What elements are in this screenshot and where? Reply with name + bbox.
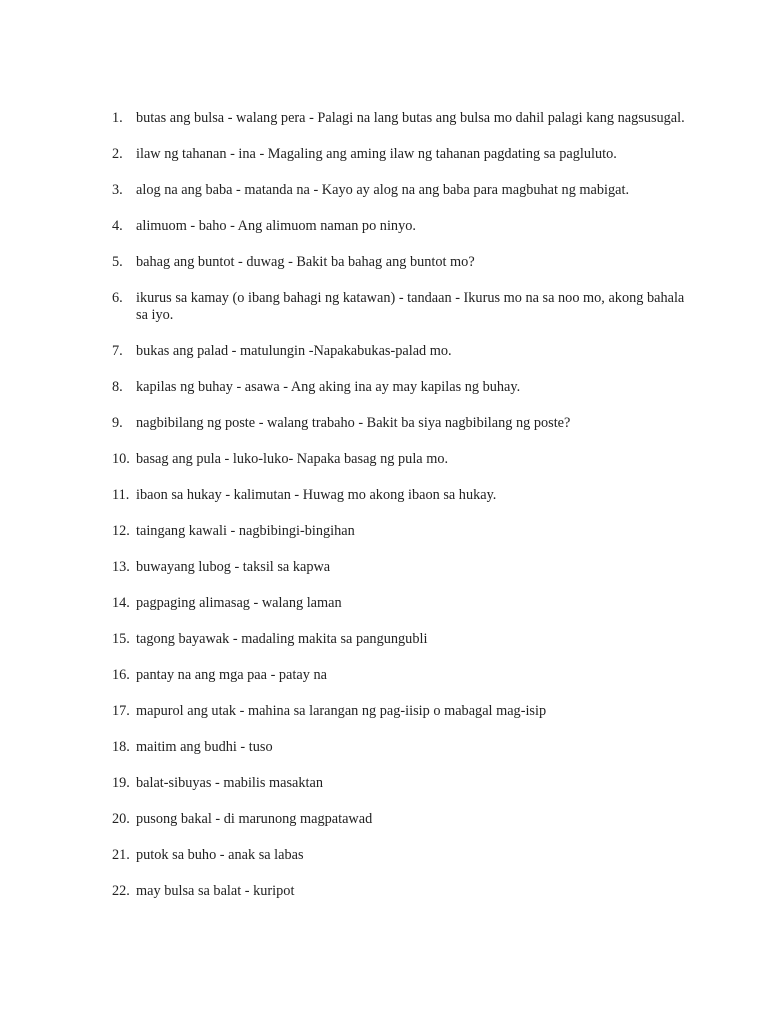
item-text: taingang kawali - nagbibingi-bingihan <box>136 523 355 539</box>
item-number: 22. <box>112 883 130 899</box>
item-number: 4. <box>112 218 123 234</box>
item-text: pagpaging alimasag - walang laman <box>136 595 342 611</box>
list-item <box>112 703 692 720</box>
item-number: 21. <box>112 847 130 863</box>
item-number: 20. <box>112 811 130 827</box>
list-item <box>112 559 692 576</box>
item-text: pantay na ang mga paa - patay na <box>136 667 327 683</box>
item-text: ilaw ng tahanan - ina - Magaling ang aming ilaw ng tahanan pagdating sa pagluluto. <box>136 146 617 162</box>
item-text: ibaon sa hukay - kalimutan - Huwag mo akong ibaon sa hukay. <box>136 487 497 503</box>
list-item <box>112 379 692 396</box>
item-number: 2. <box>112 146 123 162</box>
list-item <box>112 667 692 684</box>
item-number: 18. <box>112 739 130 755</box>
item-number: 11. <box>112 487 130 503</box>
list-item <box>112 739 692 756</box>
idiom-list <box>112 110 692 919</box>
list-item <box>112 523 692 540</box>
item-text: butas ang bulsa - walang pera - Palagi na lang butas ang bulsa mo dahil palagi kang nagsusugal. <box>136 110 685 126</box>
list-item <box>112 847 692 864</box>
item-number: 5. <box>112 254 123 270</box>
item-number: 1. <box>112 110 123 126</box>
list-item <box>112 451 692 468</box>
item-number: 3. <box>112 182 123 198</box>
list-item <box>112 218 692 235</box>
list-item <box>112 254 692 271</box>
item-number: 14. <box>112 595 130 611</box>
item-text: alog na ang baba - matanda na - Kayo ay alog na ang baba para magbuhat ng mabigat. <box>136 182 630 198</box>
item-text: mapurol ang utak - mahina sa larangan ng pag-iisip o mabagal mag-isip <box>136 703 547 719</box>
list-item <box>112 182 692 199</box>
list-item <box>112 775 692 792</box>
item-number: 16. <box>112 667 130 683</box>
item-number: 13. <box>112 559 130 575</box>
item-number: 17. <box>112 703 130 719</box>
item-text: nagbibilang ng poste - walang trabaho - Bakit ba siya nagbibilang ng poste? <box>136 415 571 431</box>
item-number: 6. <box>112 290 123 306</box>
item-number: 10. <box>112 451 130 467</box>
item-number: 9. <box>112 415 123 431</box>
item-text: tagong bayawak - madaling makita sa pangungubli <box>136 631 428 647</box>
list-item <box>112 146 692 163</box>
item-text: kapilas ng buhay - asawa - Ang aking ina ay may kapilas ng buhay. <box>136 379 521 395</box>
list-item <box>112 290 692 324</box>
item-text: ikurus sa kamay (o ibang bahagi ng katawan) - tandaan - Ikurus mo na sa noo mo, akong bahala sa iyo. <box>136 290 685 323</box>
list-item <box>112 811 692 828</box>
item-text: putok sa buho - anak sa labas <box>136 847 304 863</box>
item-text: bahag ang buntot - duwag - Bakit ba bahag ang buntot mo? <box>136 254 475 270</box>
list-item <box>112 110 692 127</box>
item-text: alimuom - baho - Ang alimuom naman po ninyo. <box>136 218 416 234</box>
list-item <box>112 415 692 432</box>
item-text: balat-sibuyas - mabilis masaktan <box>136 775 324 791</box>
item-number: 12. <box>112 523 130 539</box>
list-item <box>112 883 692 900</box>
list-item <box>112 631 692 648</box>
item-text: basag ang pula - luko-luko- Napaka basag ng pula mo. <box>136 451 449 467</box>
list-item <box>112 343 692 360</box>
list-item <box>112 487 692 504</box>
list-item <box>112 595 692 612</box>
item-number: 8. <box>112 379 123 395</box>
item-text: buwayang lubog - taksil sa kapwa <box>136 559 331 575</box>
item-text: maitim ang budhi - tuso <box>136 739 273 755</box>
item-number: 19. <box>112 775 130 791</box>
item-number: 15. <box>112 631 130 647</box>
item-text: pusong bakal - di marunong magpatawad <box>136 811 373 827</box>
item-number: 7. <box>112 343 123 359</box>
item-text: may bulsa sa balat - kuripot <box>136 883 295 899</box>
item-text: bukas ang palad - matulungin -Napakabukas-palad mo. <box>136 343 452 359</box>
